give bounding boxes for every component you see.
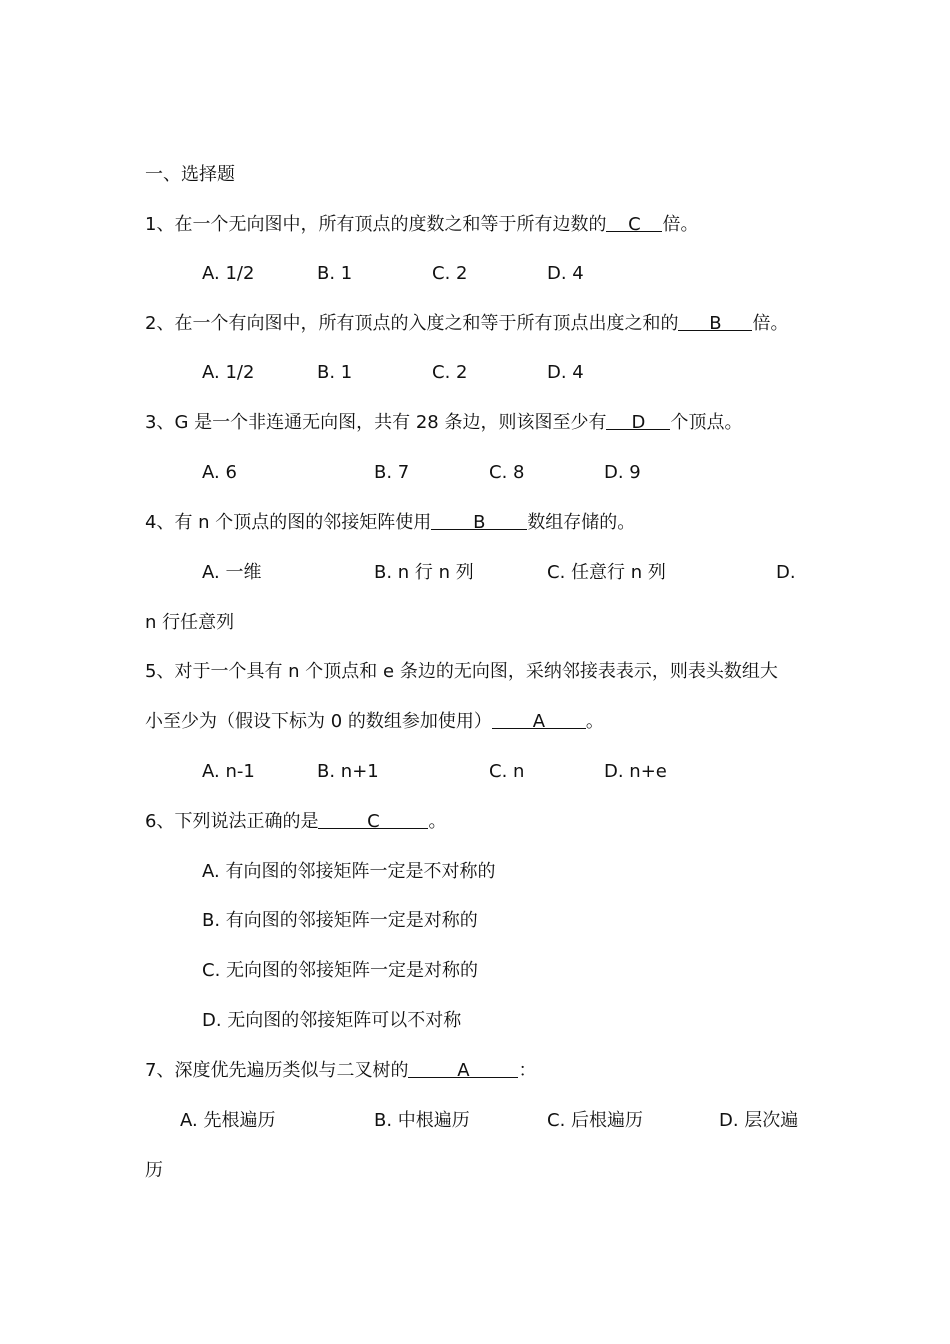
question-4 — [145, 508, 635, 538]
q1-option-b: B. 1 — [317, 263, 353, 284]
question-6-stem-end: 。 — [428, 811, 447, 832]
q2-option-d: D. 4 — [547, 362, 584, 383]
question-6-stem: 6、下列说法正确的是 — [145, 811, 319, 832]
q3-option-b: B. 7 — [374, 462, 410, 483]
question-3 — [145, 408, 742, 438]
q4-option-b: B. n 行 n 列 — [374, 562, 474, 583]
q7-option-c: C. 后根遍历 — [547, 1110, 644, 1131]
question-2-stem: 2、在一个有向图中，所有顶点的入度之和等于所有顶点出度之和的 — [145, 313, 679, 334]
question-2-answer: B — [678, 309, 752, 331]
q1-option-c: C. 2 — [432, 263, 468, 284]
q6-option-b: B. 有向图的邻接矩阵一定是对称的 — [202, 910, 478, 931]
question-7-stem: 7、深度优先遍历类似与二叉树的 — [145, 1060, 409, 1081]
q2-option-c: C. 2 — [432, 362, 468, 383]
q4-option-d-wrap: n 行任意列 — [145, 612, 235, 633]
q3-option-d: D. 9 — [604, 462, 641, 483]
question-5-stem-end: 。 — [585, 711, 604, 732]
question-2-stem-end: 倍。 — [752, 313, 789, 334]
q6-option-a: A. 有向图的邻接矩阵一定是不对称的 — [202, 861, 496, 882]
q6-option-d: D. 无向图的邻接矩阵可以不对称 — [202, 1010, 462, 1031]
question-6-answer: C — [318, 807, 428, 829]
q2-option-a: A. 1/2 — [202, 362, 255, 383]
question-1-stem-end: 倍。 — [662, 214, 699, 235]
question-1-stem: 1、在一个无向图中，所有顶点的度数之和等于所有边数的 — [145, 214, 607, 235]
q3-option-a: A. 6 — [202, 462, 237, 483]
q4-option-d: D. — [776, 562, 796, 583]
q3-option-c: C. 8 — [489, 462, 525, 483]
section-title: 一、选择题 — [145, 164, 235, 185]
q7-option-a: A. 先根遍历 — [180, 1110, 276, 1131]
q7-option-b: B. 中根遍历 — [374, 1110, 470, 1131]
question-1-answer: C — [606, 210, 662, 232]
question-7 — [145, 1056, 536, 1086]
question-5-line-1: 5、对于一个具有 n 个顶点和 e 条边的无向图，采纳邻接表表示，则表头数组大 — [145, 661, 778, 682]
q7-option-d-wrap: 历 — [145, 1160, 163, 1181]
question-1 — [145, 210, 698, 240]
q2-option-b: B. 1 — [317, 362, 353, 383]
question-4-stem: 4、有 n 个顶点的图的邻接矩阵使用 — [145, 512, 432, 533]
question-3-answer: D — [606, 408, 670, 430]
q1-option-a: A. 1/2 — [202, 263, 255, 284]
q4-option-a: A. 一维 — [202, 562, 262, 583]
q5-option-c: C. n — [489, 761, 525, 782]
question-4-answer: B — [431, 508, 527, 530]
q5-option-b: B. n+1 — [317, 761, 379, 782]
question-3-stem: 3、G 是一个非连通无向图，共有 28 条边，则该图至少有 — [145, 412, 607, 433]
q1-option-d: D. 4 — [547, 263, 584, 284]
q5-option-a: A. n-1 — [202, 761, 255, 782]
question-4-stem-end: 数组存储的。 — [527, 512, 636, 533]
q6-option-c: C. 无向图的邻接矩阵一定是对称的 — [202, 960, 479, 981]
question-2 — [145, 309, 788, 339]
question-7-stem-end: ： — [518, 1060, 537, 1081]
q5-option-d: D. n+e — [604, 761, 667, 782]
question-5-stem: 小至少为（假设下标为 0 的数组参加使用） — [145, 711, 492, 732]
q4-option-c: C. 任意行 n 列 — [547, 562, 666, 583]
question-5 — [145, 707, 604, 737]
question-6 — [145, 807, 446, 837]
q7-option-d: D. 层次遍 — [719, 1110, 799, 1131]
question-3-stem-end: 个顶点。 — [670, 412, 743, 433]
question-7-answer: A — [408, 1056, 518, 1078]
question-5-answer: A — [492, 707, 586, 729]
